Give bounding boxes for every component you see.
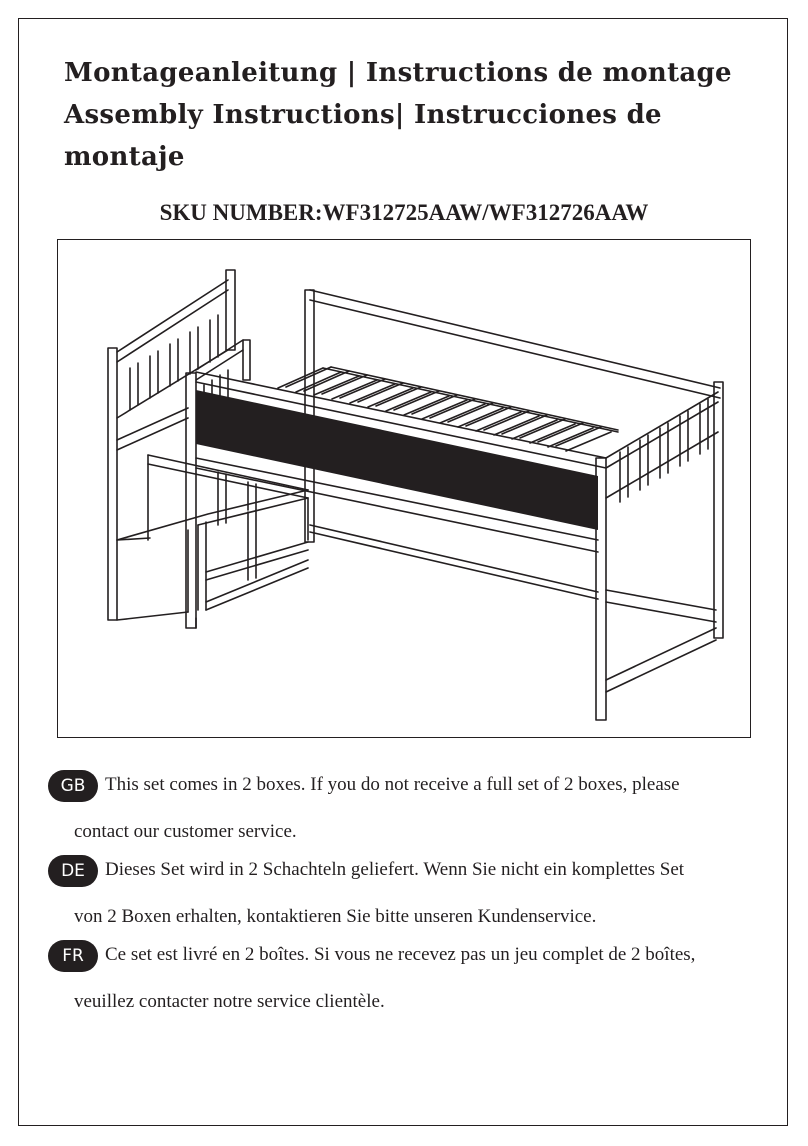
- lang-badge-gb: GB: [48, 770, 98, 802]
- notice-gb-line-1: This set comes in 2 boxes. If you do not receive a full set of 2 boxes, please: [105, 774, 680, 795]
- notice-de-line-2: von 2 Boxen erhalten, kontaktieren Sie bitte unseren Kundenservice.: [74, 906, 597, 927]
- product-illustration-frame: [57, 239, 751, 738]
- title-line-3: montaje: [64, 142, 185, 172]
- lang-badge-fr: FR: [48, 940, 98, 972]
- title-line-2: Assembly Instructions| Instrucciones de: [64, 100, 662, 130]
- title-line-1: Montageanleitung | Instructions de montage: [64, 58, 732, 88]
- sku-number: SKU NUMBER:WF312725AAW/WF312726AAW: [159, 200, 649, 225]
- loft-bed-illustration: [58, 240, 752, 739]
- notice-fr-line-2: veuillez contacter notre service clientèle.: [74, 991, 385, 1012]
- notice-fr-line-1: Ce set est livré en 2 boîtes. Si vous ne recevez pas un jeu complet de 2 boîtes,: [105, 944, 696, 965]
- notice-de-line-1: Dieses Set wird in 2 Schachteln geliefert. Wenn Sie nicht ein komplettes Set: [105, 859, 685, 880]
- lang-badge-de: DE: [48, 855, 98, 887]
- notice-gb-line-2: contact our customer service.: [74, 821, 297, 842]
- page-title: [64, 52, 754, 178]
